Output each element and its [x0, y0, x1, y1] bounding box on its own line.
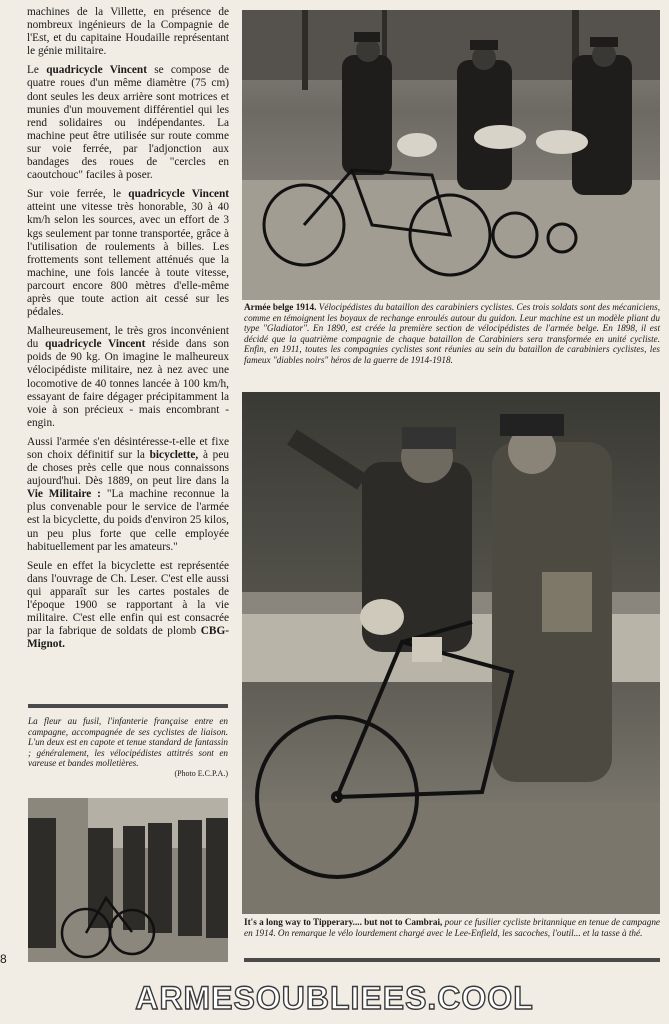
british-photo-illustration	[242, 392, 660, 914]
paragraph-6: Seule en effet la bicyclette est représentée dans l'ouvrage de Ch. Leser. C'est elle aussi qui apparaît sur les cartes postales de l'époque 1900 se rapportant à la vie militaire. C'est elle enfin qui est consacrée par la fabrique de soldats de plomb CBG-Mignot.	[27, 559, 229, 651]
caption-french	[28, 716, 228, 780]
paragraph-2: Le quadricycle Vincent se compose de quatre roues d'un même diamètre (75 cm) dont seules les deux arrière sont motrices et munies d'un mouvement différentiel qui les rend solidaires ou indépendantes. La machine peut être utilisée sur route comme sur voie ferrée, par l'adjonction aux bandages des roues de "cercles en caoutchouc" faciles à poser.	[27, 64, 229, 182]
caption-british-title: It's a long way to Tipperary.... but not to Cambrai,	[244, 917, 443, 927]
photo-credit: (Photo E.C.P.A.)	[174, 768, 228, 778]
caption-belgian-title: Armée belge 1914.	[244, 302, 317, 312]
photo-belgian-cyclists	[242, 10, 660, 300]
french-photo-illustration	[28, 798, 228, 962]
divider-rule-left	[28, 704, 228, 708]
caption-belgian-text: Vélocipédistes du bataillon des carabiniers cyclistes. Ces trois soldats sont des mécaniciens, comme en témoignent les boyaux de rechange enroulés autour du guidon. Leur machine est un modèle pliant du type "Gladiator". En 1890, est créée la première section de vélocipédistes de l'armée belge. En 1898, il est décidé que la quatrième compagnie de chaque bataillon de Carabiniers sera transformée en unité cycliste. Enfin, en 1911, toutes les compagnies cyclistes sont réunies au sein du bataillon de carabiniers cyclistes, les fameux "diables noirs" héros de la guerre de 1914-1918.	[244, 302, 661, 365]
photo-british-cyclist	[242, 392, 660, 914]
caption-belgian	[244, 302, 660, 366]
watermark: ARMESOUBLIEES.COOL	[135, 980, 534, 1016]
divider-rule-right	[244, 958, 660, 962]
paragraph-4: Malheureusement, le très gros inconvénient du quadricycle Vincent réside dans son poids de 90 kg. On imagine le malheureux vélocipédiste militaire, nez à nez avec une locomotive de 40 tonnes lancée à 100 km/h, essayant de faire dégager précipitamment la voie à son précieux - mais encombrant - engin.	[27, 325, 230, 429]
paragraph-1: machines de la Villette, en présence de nombreux ingénieurs de la Compagnie de l'Est, et du capitaine Houdaille représentant le génie militaire.	[27, 6, 229, 58]
photo-french-infantry	[28, 798, 228, 962]
page-number: 8	[0, 952, 7, 966]
caption-british-text: pour ce fusilier cycliste britannique en tenue de campagne en 1914. On remarque le vélo lourdement chargé avec le Lee-Enfield, les sacoches, l'outil... et la tasse à thé.	[244, 917, 661, 938]
caption-french-text: La fleur au fusil, l'infanterie française entre en campagne, accompagnée de ses cyclistes de liaison. L'un deux est en capote et tenue standard de fantassin ; généralement, les vélocipédistes attitrés sont en vareuse et bandes molletières.	[28, 716, 228, 769]
article-text-column	[27, 6, 229, 657]
caption-british	[244, 917, 660, 938]
belgian-photo-illustration	[242, 10, 660, 300]
paragraph-5: Aussi l'armée s'en désintéresse-t-elle et fixe son choix définitif sur la bicyclette, à peu de choses près celle que nous connaissons aujourd'hui. Dès 1889, on peut lire dans la Vie Militaire : "La machine reconnue la plus convenable pour le service de l'armée est la bicyclette, du poids d'environ 25 kilos, un peu plus forte que celle employée habituellement par les amateurs."	[27, 435, 229, 553]
paragraph-3: Sur voie ferrée, le quadricycle Vincent atteint une vitesse très honorable, 30 à 40 km/h selon les sources, avec un effort de 3 kgs seulement par tonne transportée, grâce à l'utilisation de roulements à billes. Les frottements sont tellement atténués que la machine, une fois lancée à toute vitesse, parcourt encore 800 mètres d'elle-même après que toute action ait cessé sur les pédales.	[27, 188, 230, 319]
